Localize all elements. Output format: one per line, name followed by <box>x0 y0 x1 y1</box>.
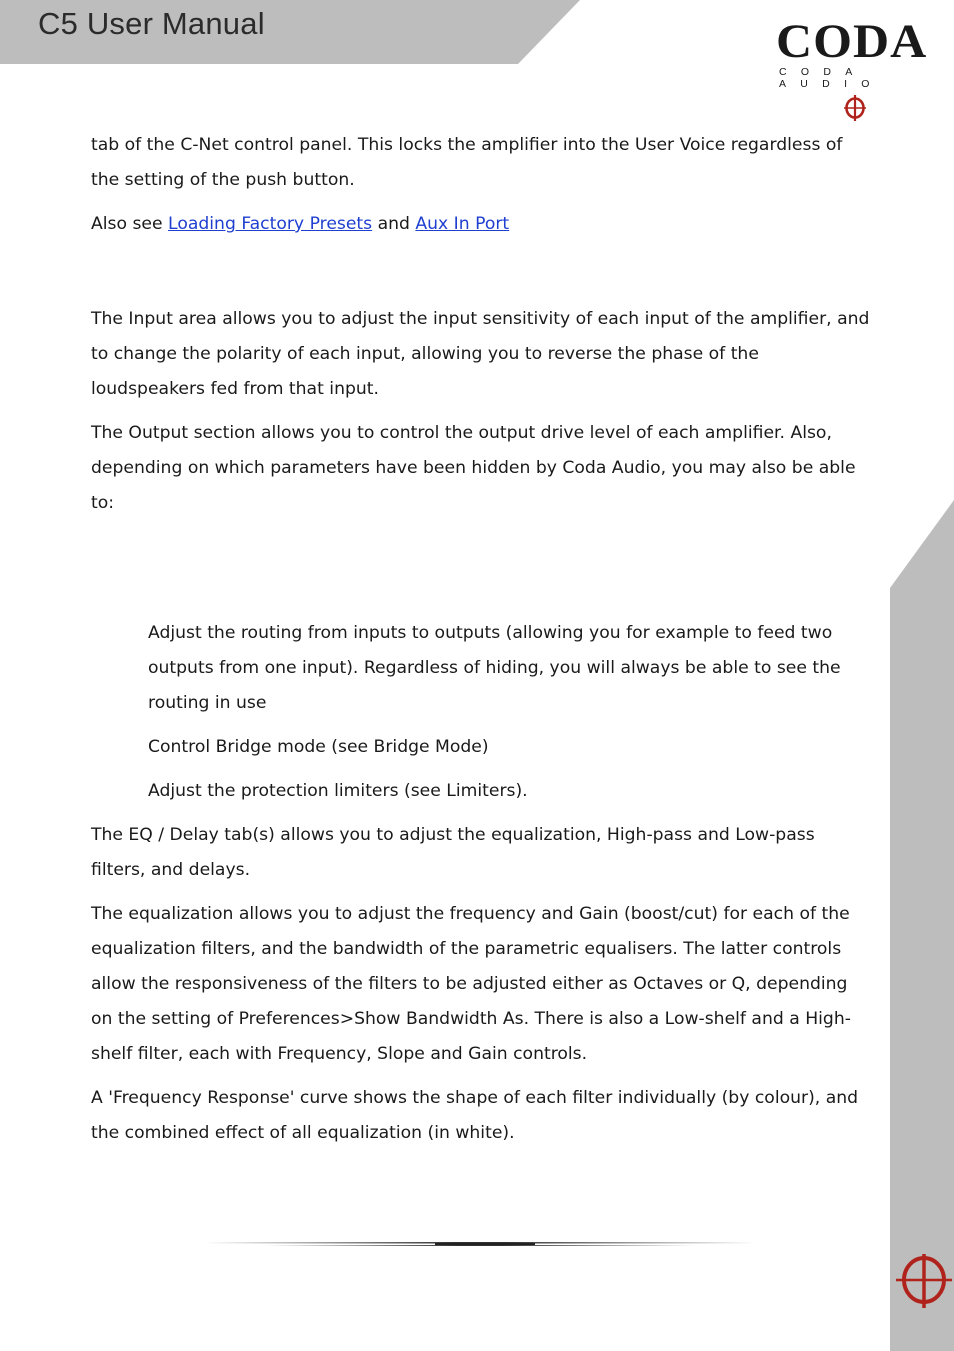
coda-logo-wordmark: CODA <box>776 14 928 68</box>
footer-rule <box>205 1238 755 1250</box>
coda-logo-subtext: CODA AUDIO <box>779 66 884 90</box>
paragraph-eq-delay: The EQ / Delay tab(s) allows you to adjust the equalization, High-pass and Low-pass filters, and delays. <box>91 825 815 880</box>
paragraph-output-section: The Output section allows you to control the output drive level of each amplifier. Also, depending on which parameters have been hidden by Coda Audio, you may also be able to: <box>91 423 856 513</box>
coda-phase-icon <box>842 94 868 122</box>
list-item-routing: Adjust the routing from inputs to outputs (allowing you for example to feed two outputs from one input). Regardless of hiding, you will always be able to see the routing in use <box>148 623 841 713</box>
aux-in-port-link[interactable]: Aux In Port <box>415 214 510 234</box>
list-item-bridge-mode: Control Bridge mode (see Bridge Mode) <box>148 737 489 757</box>
paragraph-also-see <box>91 207 871 242</box>
side-band <box>890 500 954 1351</box>
also-see-and: and <box>372 214 416 234</box>
also-see-prefix: Also see <box>91 214 169 234</box>
paragraph-equalization: The equalization allows you to adjust the frequency and Gain (boost/cut) for each of the equalization filters, and the bandwidth of the parametric equalisers. The latter controls allow the responsiveness of the filters to be adjusted either as Octaves or Q, depending on the setting of Preferences>Show Bandwidth As. There is also a Low-shelf and a High-shelf filter, each with Frequency, Slope and Gain controls. <box>91 904 851 1064</box>
paragraph-user-voice: tab of the C-Net control panel. This locks the amplifier into the User Voice regardless of the setting of the push button. <box>91 135 843 190</box>
paragraph-input-area: The Input area allows you to adjust the input sensitivity of each input of the amplifier, and to change the polarity of each input, allowing you to reverse the phase of the loudspeakers fed from that input. <box>91 309 870 399</box>
manual-title: C5 User Manual <box>38 6 265 41</box>
paragraph-frequency-response: A 'Frequency Response' curve shows the shape of each filter individually (by colour), and the combined effect of all equalization (in white). <box>91 1088 859 1143</box>
page-content <box>91 128 871 1151</box>
list-item-limiters: Adjust the protection limiters (see Limiters). <box>148 781 528 801</box>
footer-phase-icon <box>894 1250 954 1310</box>
loading-factory-presets-link[interactable]: Loading Factory Presets <box>168 214 373 234</box>
